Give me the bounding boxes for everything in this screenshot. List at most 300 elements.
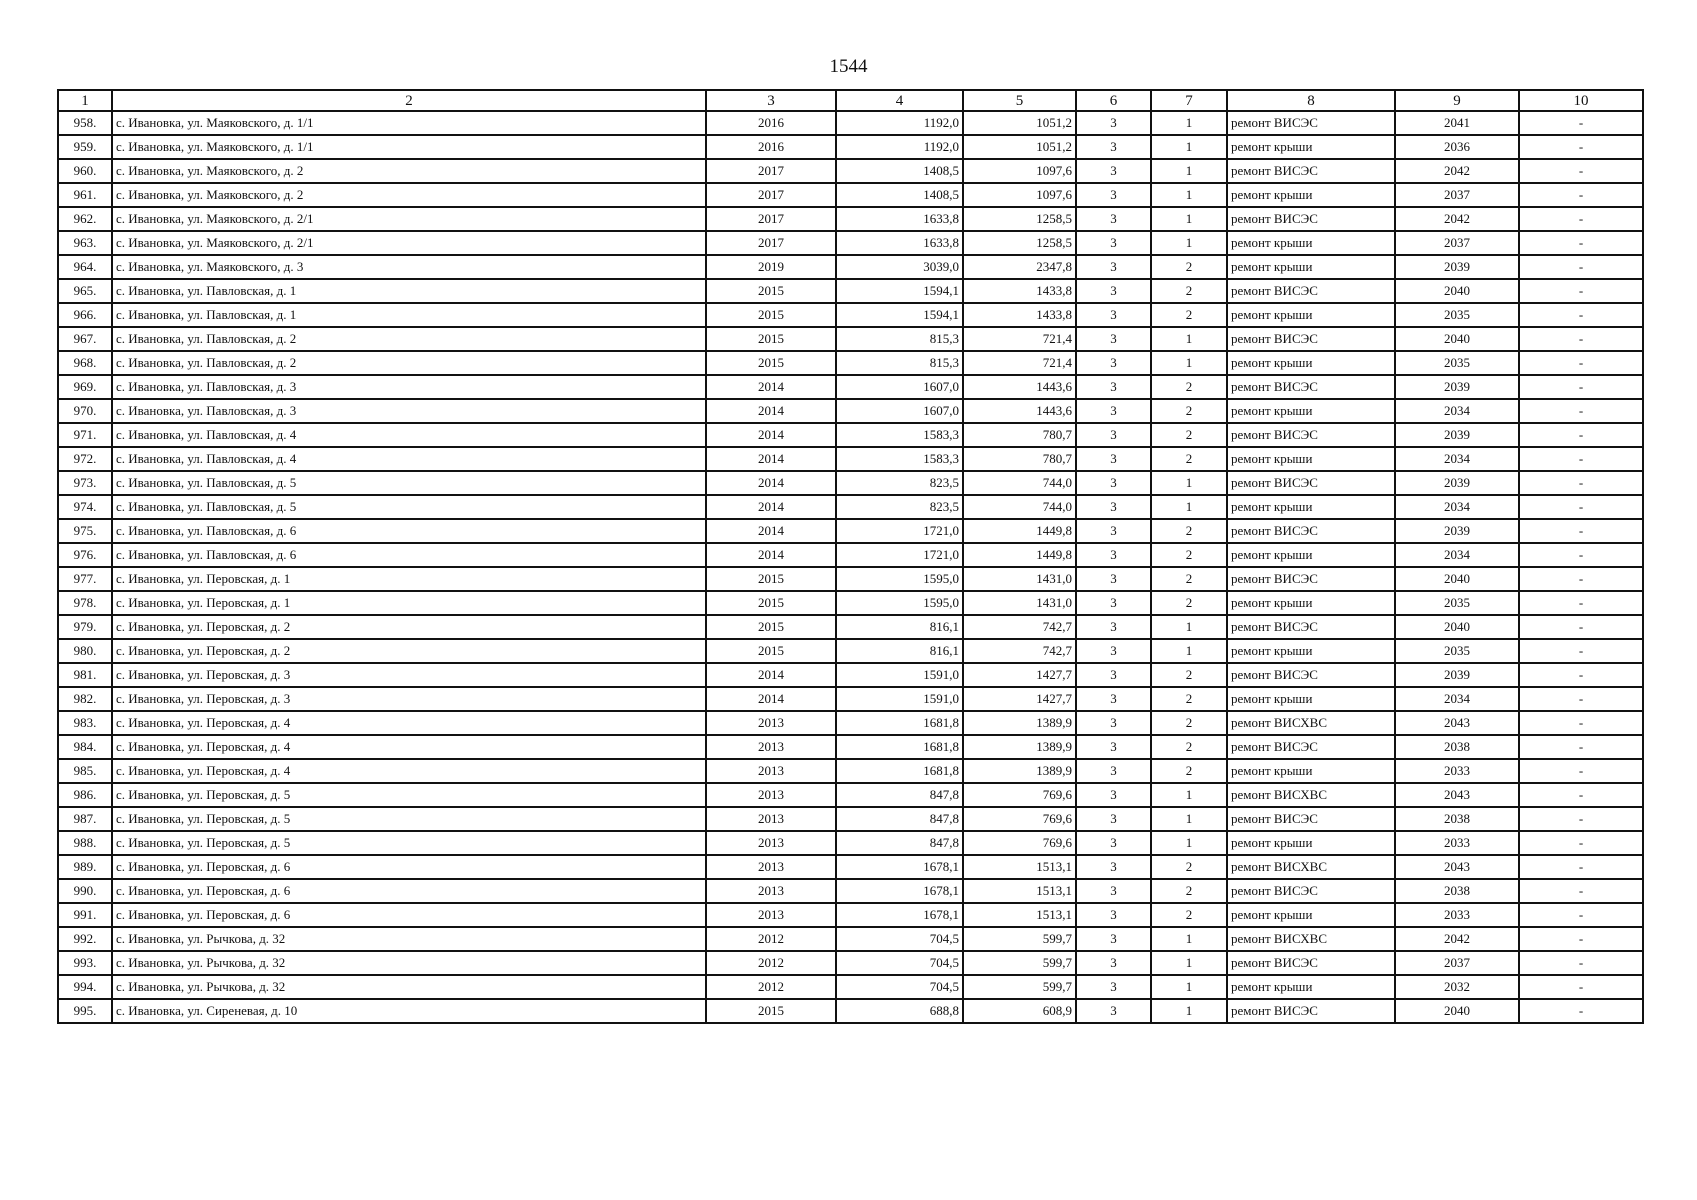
total-area-cell: 1607,0 [836, 399, 963, 423]
planned-year-cell: 2034 [1395, 495, 1519, 519]
address-cell: с. Ивановка, ул. Перовская, д. 6 [112, 903, 706, 927]
col10-cell: - [1519, 831, 1643, 855]
col7-cell: 1 [1151, 807, 1227, 831]
col7-cell: 1 [1151, 927, 1227, 951]
column-header-7: 7 [1151, 90, 1227, 111]
planned-year-cell: 2043 [1395, 855, 1519, 879]
table-row [58, 351, 1643, 375]
col6-cell: 3 [1076, 327, 1151, 351]
col7-cell: 1 [1151, 111, 1227, 135]
year-cell: 2014 [706, 471, 836, 495]
work-type-cell: ремонт крыши [1227, 399, 1395, 423]
year-cell: 2016 [706, 135, 836, 159]
col6-cell: 3 [1076, 639, 1151, 663]
planned-year-cell: 2037 [1395, 231, 1519, 255]
work-type-cell: ремонт ВИСЭС [1227, 519, 1395, 543]
col6-cell: 3 [1076, 855, 1151, 879]
total-area-cell: 3039,0 [836, 255, 963, 279]
planned-year-cell: 2040 [1395, 567, 1519, 591]
total-area-cell: 847,8 [836, 807, 963, 831]
row-number-cell: 991. [58, 903, 112, 927]
address-cell: с. Ивановка, ул. Маяковского, д. 3 [112, 255, 706, 279]
table-row [58, 159, 1643, 183]
year-cell: 2014 [706, 519, 836, 543]
row-number-cell: 959. [58, 135, 112, 159]
row-number-cell: 966. [58, 303, 112, 327]
total-area-cell: 1633,8 [836, 231, 963, 255]
planned-year-cell: 2039 [1395, 519, 1519, 543]
row-number-cell: 986. [58, 783, 112, 807]
year-cell: 2014 [706, 687, 836, 711]
col7-cell: 1 [1151, 183, 1227, 207]
row-number-cell: 990. [58, 879, 112, 903]
table-row [58, 999, 1643, 1023]
col7-cell: 2 [1151, 543, 1227, 567]
row-number-cell: 987. [58, 807, 112, 831]
total-area-cell: 1192,0 [836, 135, 963, 159]
address-cell: с. Ивановка, ул. Маяковского, д. 2/1 [112, 207, 706, 231]
col10-cell: - [1519, 471, 1643, 495]
address-cell: с. Ивановка, ул. Маяковского, д. 2 [112, 159, 706, 183]
col10-cell: - [1519, 687, 1643, 711]
col6-cell: 3 [1076, 783, 1151, 807]
living-area-cell: 599,7 [963, 951, 1076, 975]
living-area-cell: 769,6 [963, 807, 1076, 831]
col6-cell: 3 [1076, 567, 1151, 591]
address-cell: с. Ивановка, ул. Перовская, д. 2 [112, 615, 706, 639]
col10-cell: - [1519, 255, 1643, 279]
living-area-cell: 780,7 [963, 447, 1076, 471]
row-number-cell: 982. [58, 687, 112, 711]
work-type-cell: ремонт ВИСЭС [1227, 423, 1395, 447]
row-number-cell: 981. [58, 663, 112, 687]
row-number-cell: 989. [58, 855, 112, 879]
address-cell: с. Ивановка, ул. Перовская, д. 5 [112, 783, 706, 807]
table-row [58, 639, 1643, 663]
col6-cell: 3 [1076, 303, 1151, 327]
col6-cell: 3 [1076, 351, 1151, 375]
address-cell: с. Ивановка, ул. Перовская, д. 4 [112, 759, 706, 783]
planned-year-cell: 2034 [1395, 399, 1519, 423]
col6-cell: 3 [1076, 927, 1151, 951]
table-row [58, 759, 1643, 783]
col6-cell: 3 [1076, 687, 1151, 711]
col10-cell: - [1519, 279, 1643, 303]
col7-cell: 2 [1151, 255, 1227, 279]
total-area-cell: 1594,1 [836, 303, 963, 327]
planned-year-cell: 2034 [1395, 543, 1519, 567]
planned-year-cell: 2035 [1395, 351, 1519, 375]
planned-year-cell: 2035 [1395, 303, 1519, 327]
planned-year-cell: 2039 [1395, 423, 1519, 447]
table-row [58, 183, 1643, 207]
living-area-cell: 1449,8 [963, 519, 1076, 543]
register-table [57, 89, 1644, 1024]
living-area-cell: 721,4 [963, 351, 1076, 375]
row-number-cell: 968. [58, 351, 112, 375]
address-cell: с. Ивановка, ул. Павловская, д. 6 [112, 519, 706, 543]
living-area-cell: 1051,2 [963, 111, 1076, 135]
col6-cell: 3 [1076, 759, 1151, 783]
col7-cell: 2 [1151, 855, 1227, 879]
living-area-cell: 1258,5 [963, 231, 1076, 255]
col6-cell: 3 [1076, 831, 1151, 855]
table-row [58, 135, 1643, 159]
living-area-cell: 742,7 [963, 615, 1076, 639]
col7-cell: 2 [1151, 399, 1227, 423]
living-area-cell: 742,7 [963, 639, 1076, 663]
year-cell: 2015 [706, 639, 836, 663]
total-area-cell: 815,3 [836, 351, 963, 375]
planned-year-cell: 2034 [1395, 447, 1519, 471]
year-cell: 2014 [706, 447, 836, 471]
table-row [58, 207, 1643, 231]
total-area-cell: 1408,5 [836, 159, 963, 183]
col7-cell: 1 [1151, 207, 1227, 231]
table-row [58, 807, 1643, 831]
year-cell: 2015 [706, 615, 836, 639]
planned-year-cell: 2038 [1395, 735, 1519, 759]
col7-cell: 2 [1151, 447, 1227, 471]
year-cell: 2012 [706, 975, 836, 999]
table-row [58, 327, 1643, 351]
col10-cell: - [1519, 327, 1643, 351]
living-area-cell: 1449,8 [963, 543, 1076, 567]
row-number-cell: 992. [58, 927, 112, 951]
col6-cell: 3 [1076, 399, 1151, 423]
planned-year-cell: 2042 [1395, 159, 1519, 183]
col6-cell: 3 [1076, 999, 1151, 1023]
work-type-cell: ремонт ВИСХВС [1227, 783, 1395, 807]
address-cell: с. Ивановка, ул. Маяковского, д. 1/1 [112, 111, 706, 135]
col6-cell: 3 [1076, 663, 1151, 687]
col6-cell: 3 [1076, 111, 1151, 135]
col7-cell: 2 [1151, 735, 1227, 759]
planned-year-cell: 2040 [1395, 615, 1519, 639]
col10-cell: - [1519, 207, 1643, 231]
col10-cell: - [1519, 519, 1643, 543]
year-cell: 2013 [706, 855, 836, 879]
address-cell: с. Ивановка, ул. Павловская, д. 2 [112, 351, 706, 375]
col7-cell: 1 [1151, 231, 1227, 255]
col7-cell: 2 [1151, 903, 1227, 927]
address-cell: с. Ивановка, ул. Павловская, д. 5 [112, 471, 706, 495]
col6-cell: 3 [1076, 711, 1151, 735]
col6-cell: 3 [1076, 471, 1151, 495]
address-cell: с. Ивановка, ул. Сиреневая, д. 10 [112, 999, 706, 1023]
work-type-cell: ремонт крыши [1227, 303, 1395, 327]
table-row [58, 927, 1643, 951]
col10-cell: - [1519, 423, 1643, 447]
col7-cell: 2 [1151, 375, 1227, 399]
year-cell: 2013 [706, 711, 836, 735]
planned-year-cell: 2033 [1395, 831, 1519, 855]
total-area-cell: 1681,8 [836, 759, 963, 783]
col10-cell: - [1519, 903, 1643, 927]
row-number-cell: 985. [58, 759, 112, 783]
address-cell: с. Ивановка, ул. Рычкова, д. 32 [112, 975, 706, 999]
work-type-cell: ремонт ВИСЭС [1227, 279, 1395, 303]
col10-cell: - [1519, 807, 1643, 831]
planned-year-cell: 2038 [1395, 807, 1519, 831]
col10-cell: - [1519, 183, 1643, 207]
planned-year-cell: 2039 [1395, 471, 1519, 495]
col7-cell: 2 [1151, 567, 1227, 591]
living-area-cell: 1431,0 [963, 591, 1076, 615]
year-cell: 2017 [706, 183, 836, 207]
total-area-cell: 1678,1 [836, 903, 963, 927]
year-cell: 2012 [706, 951, 836, 975]
table-row [58, 951, 1643, 975]
total-area-cell: 823,5 [836, 495, 963, 519]
table-row [58, 495, 1643, 519]
address-cell: с. Ивановка, ул. Перовская, д. 3 [112, 663, 706, 687]
col7-cell: 2 [1151, 303, 1227, 327]
col6-cell: 3 [1076, 375, 1151, 399]
col7-cell: 1 [1151, 975, 1227, 999]
col6-cell: 3 [1076, 735, 1151, 759]
total-area-cell: 847,8 [836, 831, 963, 855]
year-cell: 2014 [706, 399, 836, 423]
table-row [58, 543, 1643, 567]
planned-year-cell: 2037 [1395, 183, 1519, 207]
col7-cell: 2 [1151, 279, 1227, 303]
year-cell: 2015 [706, 999, 836, 1023]
year-cell: 2015 [706, 567, 836, 591]
address-cell: с. Ивановка, ул. Павловская, д. 1 [112, 279, 706, 303]
row-number-cell: 993. [58, 951, 112, 975]
work-type-cell: ремонт крыши [1227, 831, 1395, 855]
year-cell: 2013 [706, 903, 836, 927]
living-area-cell: 599,7 [963, 927, 1076, 951]
year-cell: 2013 [706, 735, 836, 759]
table-row [58, 519, 1643, 543]
column-header-1: 1 [58, 90, 112, 111]
row-number-cell: 960. [58, 159, 112, 183]
planned-year-cell: 2034 [1395, 687, 1519, 711]
year-cell: 2015 [706, 591, 836, 615]
col10-cell: - [1519, 111, 1643, 135]
row-number-cell: 964. [58, 255, 112, 279]
planned-year-cell: 2043 [1395, 711, 1519, 735]
work-type-cell: ремонт ВИСЭС [1227, 735, 1395, 759]
col6-cell: 3 [1076, 615, 1151, 639]
living-area-cell: 780,7 [963, 423, 1076, 447]
work-type-cell: ремонт ВИСЭС [1227, 471, 1395, 495]
living-area-cell: 608,9 [963, 999, 1076, 1023]
total-area-cell: 688,8 [836, 999, 963, 1023]
col10-cell: - [1519, 399, 1643, 423]
living-area-cell: 1433,8 [963, 303, 1076, 327]
row-number-cell: 979. [58, 615, 112, 639]
row-number-cell: 958. [58, 111, 112, 135]
col10-cell: - [1519, 591, 1643, 615]
col6-cell: 3 [1076, 423, 1151, 447]
row-number-cell: 967. [58, 327, 112, 351]
total-area-cell: 1192,0 [836, 111, 963, 135]
work-type-cell: ремонт крыши [1227, 543, 1395, 567]
col7-cell: 2 [1151, 519, 1227, 543]
work-type-cell: ремонт ВИСЭС [1227, 207, 1395, 231]
table-row [58, 423, 1643, 447]
table-row [58, 855, 1643, 879]
total-area-cell: 1721,0 [836, 519, 963, 543]
planned-year-cell: 2033 [1395, 759, 1519, 783]
col7-cell: 2 [1151, 759, 1227, 783]
living-area-cell: 1513,1 [963, 903, 1076, 927]
col10-cell: - [1519, 735, 1643, 759]
col10-cell: - [1519, 615, 1643, 639]
address-cell: с. Ивановка, ул. Маяковского, д. 2/1 [112, 231, 706, 255]
table-body [58, 111, 1643, 1023]
living-area-cell: 1443,6 [963, 375, 1076, 399]
work-type-cell: ремонт крыши [1227, 495, 1395, 519]
work-type-cell: ремонт крыши [1227, 687, 1395, 711]
living-area-cell: 1389,9 [963, 711, 1076, 735]
col10-cell: - [1519, 567, 1643, 591]
table-row [58, 711, 1643, 735]
address-cell: с. Ивановка, ул. Перовская, д. 1 [112, 567, 706, 591]
work-type-cell: ремонт ВИСЭС [1227, 615, 1395, 639]
year-cell: 2016 [706, 111, 836, 135]
row-number-cell: 962. [58, 207, 112, 231]
work-type-cell: ремонт крыши [1227, 351, 1395, 375]
col6-cell: 3 [1076, 975, 1151, 999]
col6-cell: 3 [1076, 543, 1151, 567]
col7-cell: 2 [1151, 687, 1227, 711]
work-type-cell: ремонт ВИСЭС [1227, 807, 1395, 831]
year-cell: 2013 [706, 783, 836, 807]
table-row [58, 735, 1643, 759]
living-area-cell: 769,6 [963, 831, 1076, 855]
total-area-cell: 1591,0 [836, 687, 963, 711]
total-area-cell: 1681,8 [836, 735, 963, 759]
planned-year-cell: 2032 [1395, 975, 1519, 999]
planned-year-cell: 2035 [1395, 591, 1519, 615]
col10-cell: - [1519, 303, 1643, 327]
col7-cell: 1 [1151, 783, 1227, 807]
work-type-cell: ремонт крыши [1227, 639, 1395, 663]
table-row [58, 567, 1643, 591]
column-header-6: 6 [1076, 90, 1151, 111]
col7-cell: 1 [1151, 471, 1227, 495]
col10-cell: - [1519, 375, 1643, 399]
address-cell: с. Ивановка, ул. Перовская, д. 4 [112, 711, 706, 735]
year-cell: 2015 [706, 303, 836, 327]
living-area-cell: 744,0 [963, 495, 1076, 519]
address-cell: с. Ивановка, ул. Перовская, д. 1 [112, 591, 706, 615]
col6-cell: 3 [1076, 159, 1151, 183]
col6-cell: 3 [1076, 279, 1151, 303]
address-cell: с. Ивановка, ул. Перовская, д. 2 [112, 639, 706, 663]
work-type-cell: ремонт ВИСЭС [1227, 567, 1395, 591]
column-header-10: 10 [1519, 90, 1643, 111]
planned-year-cell: 2042 [1395, 927, 1519, 951]
planned-year-cell: 2039 [1395, 375, 1519, 399]
work-type-cell: ремонт ВИСЭС [1227, 375, 1395, 399]
table-row [58, 279, 1643, 303]
planned-year-cell: 2040 [1395, 279, 1519, 303]
work-type-cell: ремонт ВИСЭС [1227, 663, 1395, 687]
table-row [58, 471, 1643, 495]
total-area-cell: 816,1 [836, 615, 963, 639]
col7-cell: 1 [1151, 159, 1227, 183]
total-area-cell: 1595,0 [836, 567, 963, 591]
total-area-cell: 1583,3 [836, 447, 963, 471]
col7-cell: 2 [1151, 591, 1227, 615]
address-cell: с. Ивановка, ул. Перовская, д. 4 [112, 735, 706, 759]
col6-cell: 3 [1076, 903, 1151, 927]
table-row [58, 591, 1643, 615]
col7-cell: 1 [1151, 615, 1227, 639]
total-area-cell: 823,5 [836, 471, 963, 495]
row-number-cell: 978. [58, 591, 112, 615]
table-row [58, 879, 1643, 903]
address-cell: с. Ивановка, ул. Павловская, д. 4 [112, 447, 706, 471]
planned-year-cell: 2043 [1395, 783, 1519, 807]
year-cell: 2013 [706, 879, 836, 903]
work-type-cell: ремонт крыши [1227, 447, 1395, 471]
address-cell: с. Ивановка, ул. Рычкова, д. 32 [112, 951, 706, 975]
col10-cell: - [1519, 231, 1643, 255]
address-cell: с. Ивановка, ул. Маяковского, д. 1/1 [112, 135, 706, 159]
planned-year-cell: 2040 [1395, 999, 1519, 1023]
table-row [58, 903, 1643, 927]
col6-cell: 3 [1076, 951, 1151, 975]
planned-year-cell: 2036 [1395, 135, 1519, 159]
table-row [58, 399, 1643, 423]
col7-cell: 2 [1151, 423, 1227, 447]
living-area-cell: 1513,1 [963, 879, 1076, 903]
address-cell: с. Ивановка, ул. Перовская, д. 6 [112, 879, 706, 903]
col7-cell: 2 [1151, 663, 1227, 687]
column-header-8: 8 [1227, 90, 1395, 111]
planned-year-cell: 2039 [1395, 663, 1519, 687]
col7-cell: 1 [1151, 831, 1227, 855]
year-cell: 2014 [706, 423, 836, 447]
col7-cell: 1 [1151, 999, 1227, 1023]
work-type-cell: ремонт крыши [1227, 231, 1395, 255]
col7-cell: 2 [1151, 711, 1227, 735]
work-type-cell: ремонт ВИСХВС [1227, 927, 1395, 951]
address-cell: с. Ивановка, ул. Перовская, д. 5 [112, 807, 706, 831]
planned-year-cell: 2041 [1395, 111, 1519, 135]
year-cell: 2013 [706, 831, 836, 855]
column-header-5: 5 [963, 90, 1076, 111]
total-area-cell: 1678,1 [836, 855, 963, 879]
total-area-cell: 1607,0 [836, 375, 963, 399]
total-area-cell: 815,3 [836, 327, 963, 351]
living-area-cell: 1443,6 [963, 399, 1076, 423]
work-type-cell: ремонт ВИСЭС [1227, 879, 1395, 903]
living-area-cell: 1097,6 [963, 183, 1076, 207]
row-number-cell: 976. [58, 543, 112, 567]
living-area-cell: 1389,9 [963, 735, 1076, 759]
living-area-cell: 1431,0 [963, 567, 1076, 591]
total-area-cell: 816,1 [836, 639, 963, 663]
col7-cell: 1 [1151, 135, 1227, 159]
col6-cell: 3 [1076, 807, 1151, 831]
col10-cell: - [1519, 639, 1643, 663]
table-row [58, 783, 1643, 807]
planned-year-cell: 2040 [1395, 327, 1519, 351]
work-type-cell: ремонт крыши [1227, 135, 1395, 159]
row-number-cell: 984. [58, 735, 112, 759]
col6-cell: 3 [1076, 519, 1151, 543]
total-area-cell: 704,5 [836, 975, 963, 999]
year-cell: 2017 [706, 231, 836, 255]
total-area-cell: 704,5 [836, 927, 963, 951]
